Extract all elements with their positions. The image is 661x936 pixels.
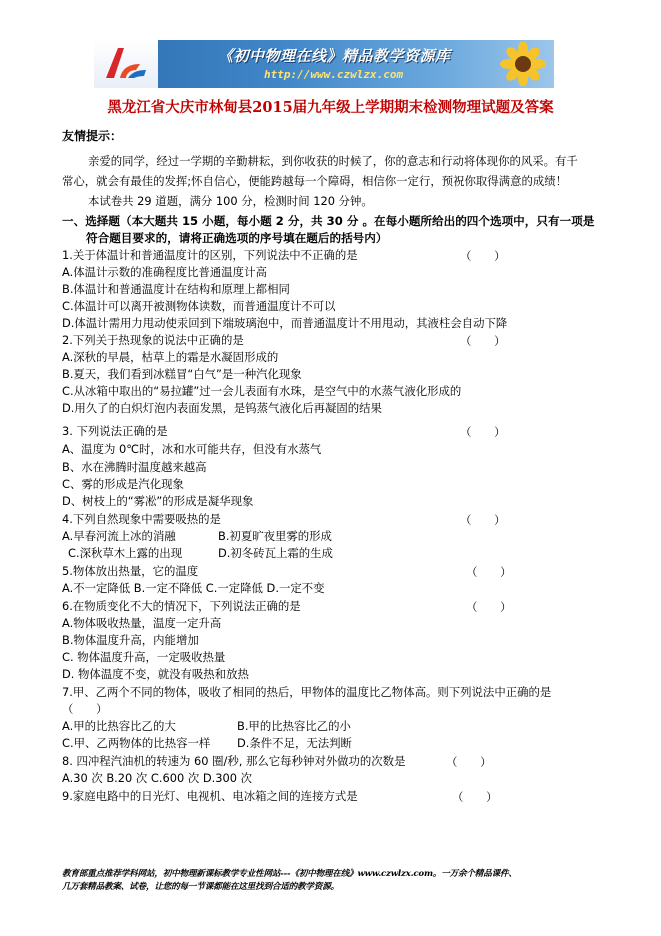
logo: [94, 40, 158, 88]
question-6-option-d: D. 物体温度不变，就没有吸热和放热: [62, 667, 249, 681]
answer-blank-6[interactable]: （ ）: [466, 600, 512, 614]
tips-heading: 友情提示：: [62, 129, 123, 143]
sunflower-icon: [496, 42, 550, 86]
answer-blank-4[interactable]: （ ）: [460, 513, 506, 527]
question-3-option-d: D、树枝上的“雾凇”的形成是凝华现象: [62, 494, 254, 508]
question-1-option-d: D.体温计需用力甩动使汞回到下端玻璃泡中，而普通温度计不用甩动，其液柱会自动下降: [62, 316, 508, 330]
tips-paragraph-1a: 亲爱的同学，经过一学期的辛勤耕耘，到你收获的时候了，你的意志和行动将体现你的风采。有千: [88, 154, 578, 168]
question-8-options: A.30 次 B.20 次 C.600 次 D.300 次: [62, 771, 252, 785]
question-5-stem: 5.物体放出热量，它的温度: [62, 564, 199, 578]
question-4-option-d: D.初冬砖瓦上霜的生成: [218, 546, 333, 560]
question-1-option-a: A.体温计示数的准确程度比普通温度计高: [62, 265, 267, 279]
question-6-option-a: A.物体吸收热量，温度一定升高: [62, 616, 222, 630]
question-4-stem: 4.下列自然现象中需要吸热的是: [62, 512, 221, 526]
footer-line-1: 教育部重点推荐学科网站，初中物理新课标教学专业性网站---《初中物理在线》www.czwlzx.com。一万余个精品课件、: [62, 869, 517, 879]
question-2-option-b: B.夏天，我们看到冰糕冒“白气”是一种汽化现象: [62, 367, 302, 381]
question-3-option-c: C、雾的形成是汽化现象: [62, 477, 184, 491]
banner-title: 《初中物理在线》精品教学资源库: [218, 47, 451, 65]
answer-blank-2[interactable]: （ ）: [460, 334, 506, 348]
question-3-stem: 3. 下列说法正确的是: [62, 424, 168, 438]
question-6-stem: 6.在物质变化不大的情况下，下列说法正确的是: [62, 599, 301, 613]
document-title: 黑龙江省大庆市林甸县2015届九年级上学期期末检测物理试题及答案: [107, 99, 554, 116]
question-8-stem: 8. 四冲程汽油机的转速为 60 圈/秒, 那么它每秒钟对外做功的次数是: [62, 754, 406, 768]
banner-url[interactable]: http://www.czwlzx.com: [264, 68, 404, 81]
question-3-option-a: A、温度为 0℃时，冰和水可能共存，但没有水蒸气: [62, 442, 322, 456]
question-2-stem: 2.下列关于热现象的说法中正确的是: [62, 333, 244, 347]
question-1-option-c: C.体温计可以离开被测物体读数，而普通温度计不可以: [62, 299, 336, 313]
question-1-stem: 1.关于体温计和普通温度计的区别，下列说法中不正确的是: [62, 248, 358, 262]
section-heading-b: 符合题目要求的，请将正确选项的序号填在题后的括号内）: [86, 231, 388, 245]
footer-line-2: 几万套精品教案、试卷，让您的每一节课都能在这里找到合适的教学资源。: [62, 882, 339, 892]
question-2-option-a: A.深秋的早晨，枯草上的霜是水凝固形成的: [62, 350, 279, 364]
answer-blank-9[interactable]: （ ）: [452, 790, 498, 804]
question-7-option-c: C.甲、乙两物体的比热容一样: [62, 736, 211, 750]
question-6-option-b: B.物体温度升高，内能增加: [62, 633, 199, 647]
answer-blank-3[interactable]: （ ）: [460, 425, 506, 439]
question-4-option-b: B.初夏旷夜里雾的形成: [218, 529, 332, 543]
tips-paragraph-1b: 常心，就会有最佳的发挥;怀自信心，便能跨越每一个障碍，相信你一定行，预祝你取得满意的成绩！: [62, 174, 568, 188]
answer-blank-7[interactable]: （ ）: [62, 702, 108, 716]
logo-icon: [100, 44, 152, 84]
tips-paragraph-2: 本试卷共 29 道题，满分 100 分，检测时间 120 分钟。: [88, 194, 373, 208]
question-5-options: A.不一定降低 B.一定不降低 C.一定降低 D.一定不变: [62, 581, 325, 595]
question-3-option-b: B、水在沸腾时温度越来越高: [62, 460, 207, 474]
site-banner: [94, 40, 554, 88]
question-2-option-d: D.用久了的白炽灯泡内表面发黑，是钨蒸气液化后再凝固的结果: [62, 401, 382, 415]
question-6-option-c: C. 物体温度升高，一定吸收热量: [62, 650, 226, 664]
question-7-option-d: D.条件不足，无法判断: [237, 736, 352, 750]
question-9-stem: 9.家庭电路中的日光灯、电视机、电冰箱之间的连接方式是: [62, 789, 358, 803]
question-4-option-c: C.深秋草木上露的出现: [68, 546, 183, 560]
section-heading-a: 一、选择题（本大题共 15 小题，每小题 2 分，共 30 分 。在每小题所给出的四个选项中，只有一项是: [62, 214, 595, 228]
question-2-option-c: C.从冰箱中取出的“易拉罐”过一会儿表面有水珠，是空气中的水蒸气液化形成的: [62, 384, 462, 398]
answer-blank-8[interactable]: （ ）: [446, 755, 492, 769]
answer-blank-5[interactable]: （ ）: [466, 565, 512, 579]
question-1-option-b: B.体温计和普通温度计在结构和原理上都相同: [62, 282, 290, 296]
question-7-stem: 7.甲、乙两个不同的物体，吸收了相同的热后，甲物体的温度比乙物体高。则下列说法中正确的是: [62, 685, 552, 699]
answer-blank-1[interactable]: （ ）: [460, 249, 506, 263]
question-4-option-a: A.早春河流上冰的消融: [62, 529, 176, 543]
question-7-option-b: B.甲的比热容比乙的小: [237, 719, 351, 733]
question-7-option-a: A.甲的比热容比乙的大: [62, 719, 176, 733]
